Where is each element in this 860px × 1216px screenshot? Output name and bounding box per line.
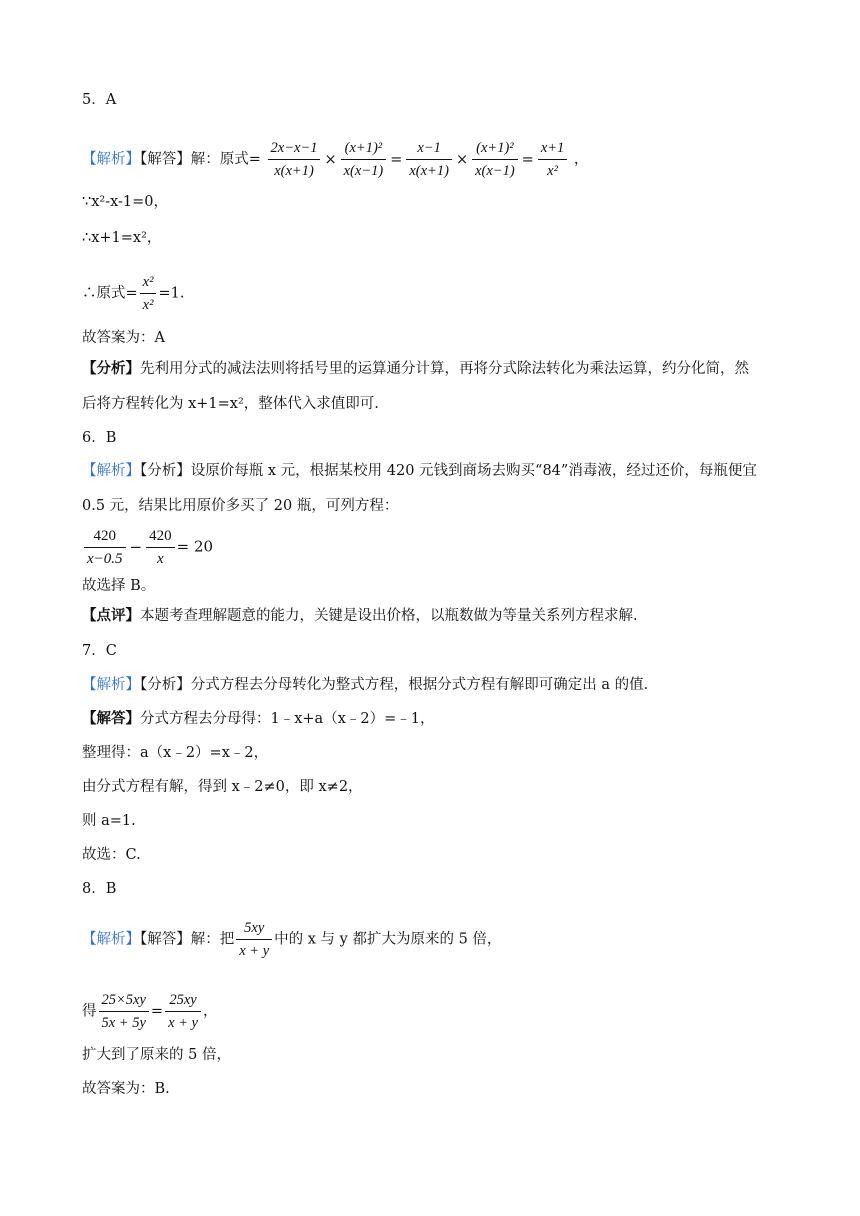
q5-solution-line: 【解析】【解答】解：原式= $\frac{2x-x-1}{x(x+1)}$ × $\frac{\text{(x+1)²}}{x(x-1)}$ = $\frac{x-1}{x(x+1)}$ × $\frac{\text{(x+1)²}}{x(x-1)}$ = $\frac{x+1}{\text{x²}}$ ， [82, 140, 589, 179]
q5-lead: 解：原式= [190, 151, 261, 168]
q5-line-2: ∵x²-x-1=0， [82, 194, 169, 210]
q6-eq-fraction-1: $\frac{420}{x-0.5}$ [84, 526, 126, 569]
q6-comment: 【点评】本题考查理解题意的能力，关键是设出价格，以瓶数做为等量关系列方程求解. [82, 607, 638, 624]
q5-answer: 故答案为：A [82, 330, 165, 346]
q6-eq-fraction-2: $\frac{420}{x}$ [146, 526, 175, 569]
q5-heading: 5．A [82, 92, 117, 108]
q8-line-4: 故答案为：B. [82, 1081, 170, 1097]
q6-line-1: 【解析】【分析】设原价每瓶 x 元，根据某校用 420 元钱到商场去购买“84”消毒液，经过还价，每瓶便宜 [82, 463, 757, 479]
q8-fraction: $\frac{5xy}{x + y}$ [236, 918, 272, 961]
q5-line-4: ∴原式= $\frac{\text{x²}}{\text{x²}}$ =1. [82, 274, 185, 313]
q5-analysis-tag: 【解析】 [82, 151, 140, 168]
q6-heading: 6．B [82, 430, 117, 446]
q7-line-2: 整理得：a（x﹣2）=x﹣2， [82, 745, 269, 761]
q7-answer: 【解答】分式方程去分母得：1﹣x+a（x﹣2）=﹣1， [82, 710, 435, 727]
q6-line-2: 0.5 元，结果比用原价多买了 20 瓶，可列方程： [82, 498, 399, 514]
q5-fraction-5: $\frac{x+1}{\text{x²}}$ [538, 138, 567, 181]
q7-line-4: 则 a=1. [82, 813, 136, 829]
q5-fraction-1: $\frac{2x-x-1}{x(x+1)}$ [268, 138, 321, 181]
q5-fraction-4: $\frac{\text{(x+1)²}}{x(x-1)}$ [472, 138, 518, 181]
q8-solution-line: 【解析】【解答】解：把 $\frac{5xy}{x + y}$ 中的 x 与 y 都扩大为原来的 5 倍， [82, 920, 502, 959]
q5-analysis-line-2: 后将方程转化为 x+1=x²，整体代入求值即可. [82, 396, 379, 412]
q8-heading: 8．B [82, 881, 117, 897]
q6-choose: 故选择 B。 [82, 578, 156, 594]
q8-fraction-2: $\frac{25\times 5xy}{5x + 5y}$ [99, 990, 149, 1033]
q6-equation: $\frac{420}{x-0.5}$ − $\frac{420}{x}$ = 20 [82, 526, 213, 569]
q8-fraction-3: $\frac{25xy}{x + y}$ [165, 990, 201, 1033]
q5-fraction-3: $\frac{x-1}{x(x+1)}$ [406, 138, 452, 181]
q7-line-5: 故选：C. [82, 847, 141, 863]
q5-line-3: ∴x+1=x²， [82, 230, 162, 246]
q5-line4-fraction: $\frac{\text{x²}}{\text{x²}}$ [140, 272, 157, 315]
q7-line-3: 由分式方程有解，得到 x﹣2≠0，即 x≠2， [82, 779, 363, 795]
q5-analysis-line-1: 【分析】先利用分式的减法法则将括号里的运算通分计算，再将分式除法转化为乘法运算，约分化简，然 [82, 360, 749, 377]
q7-analysis: 【解析】【分析】分式方程去分母转化为整式方程，根据分式方程有解即可确定出 a 的值. [82, 677, 649, 693]
q8-line-3: 扩大到了原来的 5 倍， [82, 1047, 231, 1063]
q5-fraction-2: $\frac{\text{(x+1)²}}{x(x-1)}$ [341, 138, 387, 181]
q8-line-2: 得 $\frac{25\times 5xy}{5x + 5y}$ = $\frac{25xy}{x + y}$ ， [82, 992, 218, 1031]
q7-heading: 7．C [82, 643, 117, 659]
q5-answer-tag: 【解答】 [140, 151, 191, 168]
